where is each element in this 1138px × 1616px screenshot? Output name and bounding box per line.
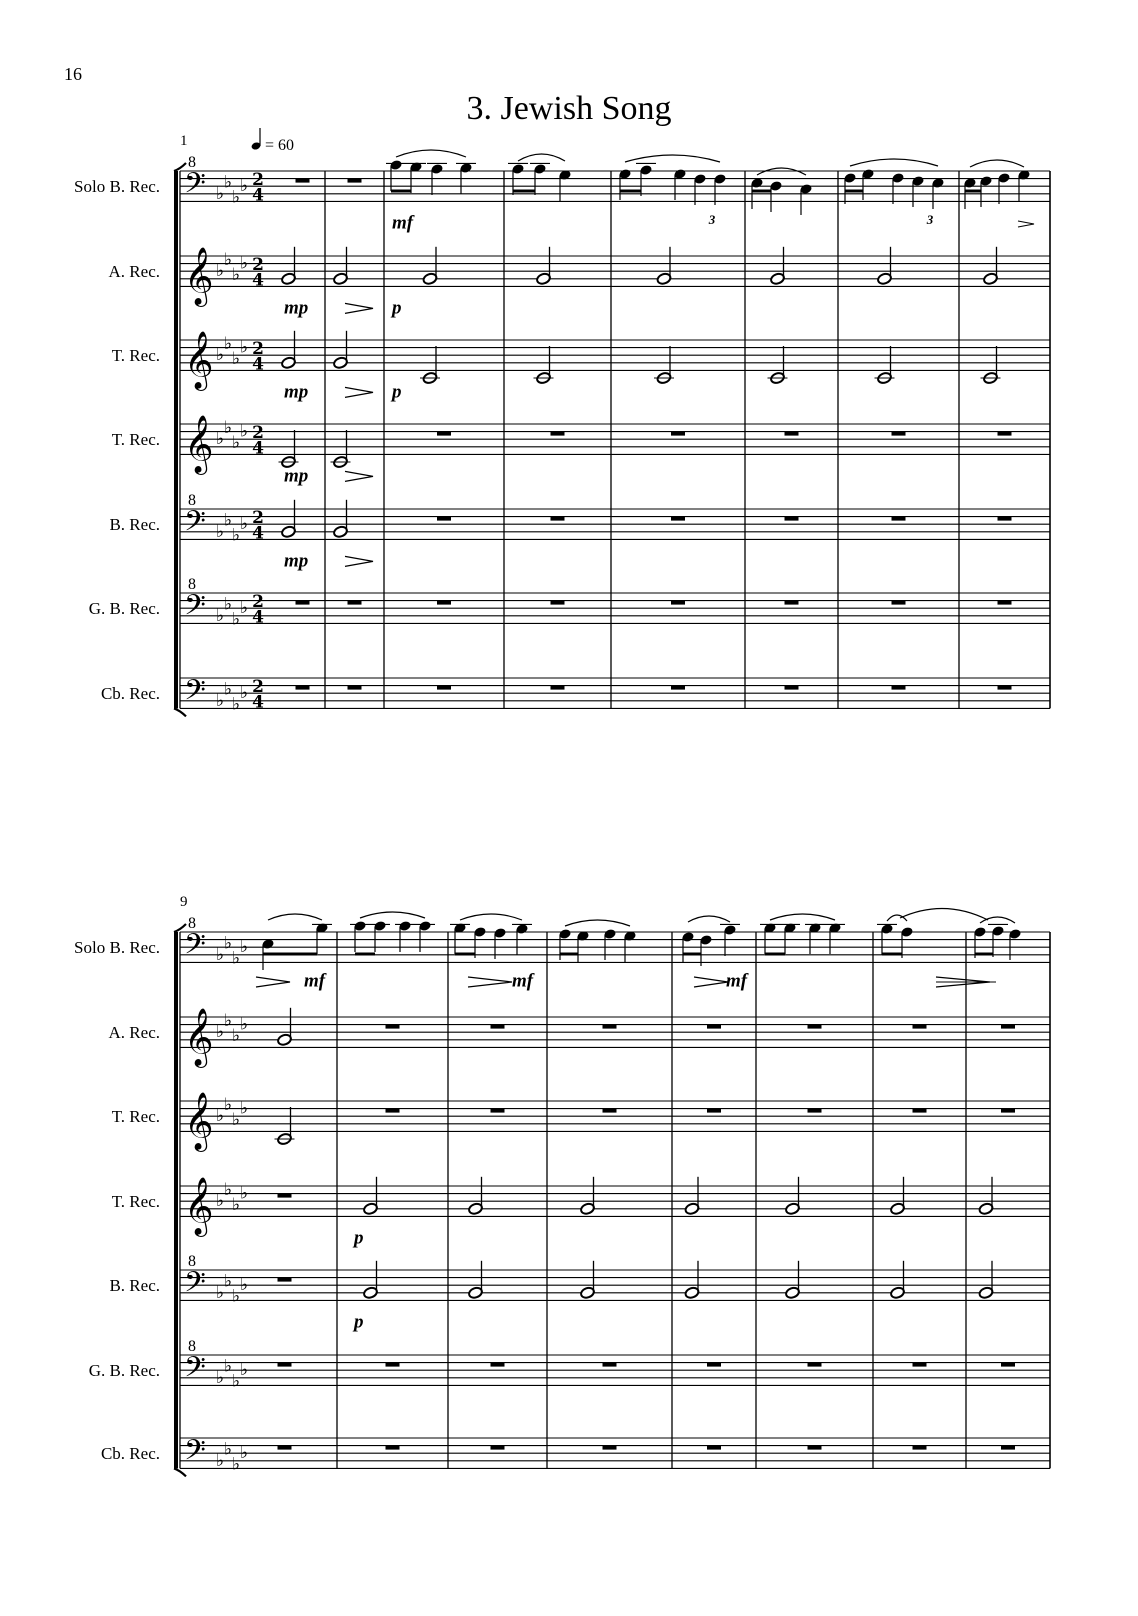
instrument-label: A. Rec. [108,262,160,282]
key-signature-flat: ♭ [216,1282,225,1303]
whole-rest [707,1446,721,1450]
time-signature-top: 2 [252,170,264,191]
whole-rest [551,601,565,605]
key-signature-flat: ♭ [240,1443,249,1464]
whole-rest [603,1446,617,1450]
bass-clef-icon: 𝄢 [184,504,206,545]
instrument-label: Cb. Rec. [100,684,160,704]
key-signature-flat: ♭ [240,337,249,358]
treble-clef-icon: 𝄞 [184,1007,214,1066]
slur [360,912,425,918]
slur [850,159,938,166]
time-signature-bottom: 4 [252,354,264,375]
instrument-label: B. Rec. [109,515,160,535]
key-signature-flat: ♭ [232,187,241,208]
key-signature-flat: ♭ [240,1098,249,1119]
bass-clef-icon: 𝄢 [184,1433,206,1474]
treble-clef-icon: 𝄞 [184,1176,214,1235]
whole-rest [296,601,310,605]
whole-rest [913,1025,927,1029]
measure-number: 1 [180,133,188,149]
instrument-label: T. Rec. [111,430,160,450]
whole-rest [278,1363,292,1367]
whole-rest [348,601,362,605]
key-signature-flat: ♭ [224,510,233,531]
dynamic-marking: p [392,297,402,319]
treble-clef-icon: 𝄞 [184,246,214,305]
measure-number: 9 [180,894,188,910]
slur [980,917,1015,923]
key-signature-flat: ♭ [216,1022,225,1043]
decrescendo-hairpin [694,977,728,987]
key-signature-flat: ♭ [232,1454,241,1475]
whole-rest [491,1109,505,1113]
whole-rest [386,1025,400,1029]
whole-rest [892,432,906,436]
key-signature-flat: ♭ [224,1010,233,1031]
treble-clef-icon: 𝄞 [184,1091,214,1150]
key-signature-flat: ♭ [240,421,249,442]
whole-rest [998,601,1012,605]
decrescendo-hairpin [345,471,373,481]
whole-rest [808,1446,822,1450]
key-signature-flat: ♭ [240,598,249,619]
key-signature-flat: ♭ [240,1183,249,1204]
whole-rest [785,601,799,605]
time-signature-bottom: 4 [252,270,264,291]
key-signature-flat: ♭ [232,433,241,453]
whole-rest [437,432,451,436]
whole-rest [707,1025,721,1029]
key-signature-flat: ♭ [232,1286,241,1307]
dynamic-marking: mp [284,550,309,572]
whole-rest [913,1363,927,1367]
whole-rest [808,1025,822,1029]
key-signature-flat: ♭ [232,609,241,630]
time-signature-top: 2 [252,423,264,444]
time-signature-bottom: 4 [252,185,264,206]
whole-rest [1001,1025,1015,1029]
whole-rest [998,517,1012,521]
time-signature-bottom: 4 [252,438,264,459]
whole-rest [278,1194,292,1198]
whole-rest [386,1446,400,1450]
octave-mark: 8 [188,576,196,593]
key-signature-flat: ♭ [232,265,241,285]
bass-clef-icon: 𝄢 [184,166,206,207]
whole-rest [671,686,685,690]
whole-rest [551,686,565,690]
key-signature-flat: ♭ [216,1450,225,1471]
time-signature-top: 2 [252,255,264,276]
dynamic-marking: mf [512,970,534,992]
octave-mark: 8 [188,1253,196,1270]
whole-rest [785,432,799,436]
key-signature-flat: ♭ [224,594,233,615]
instrument-label: Solo B. Rec. [74,938,160,958]
time-signature-bottom: 4 [252,692,264,713]
whole-rest [998,686,1012,690]
decrescendo-hairpin [345,303,373,313]
slur [396,150,466,157]
key-signature-flat: ♭ [216,690,225,711]
dynamic-marking: mp [284,465,309,487]
key-signature-flat: ♭ [224,249,233,270]
key-signature-flat: ♭ [216,429,225,450]
tuplet-number: 3 [708,212,716,227]
key-signature-flat: ♭ [224,1439,233,1460]
key-signature-flat: ♭ [216,261,225,282]
instrument-label: T. Rec. [111,346,160,366]
dynamic-marking: mf [304,970,326,992]
dynamic-marking: mf [392,212,414,234]
decrescendo-hairpin [345,556,373,566]
key-signature-flat: ♭ [224,1356,233,1377]
whole-rest [603,1025,617,1029]
page-number: 16 [64,64,82,84]
bass-clef-icon: 𝄢 [184,927,206,968]
decrescendo-hairpin [468,977,512,987]
decrescendo-hairpin [256,977,290,987]
key-signature-flat: ♭ [240,253,249,274]
treble-clef-icon: 𝄞 [184,330,214,389]
whole-rest [808,1109,822,1113]
instrument-label: B. Rec. [109,1276,160,1296]
whole-rest [437,686,451,690]
time-signature-top: 2 [252,508,264,529]
whole-rest [785,686,799,690]
dynamic-marking: mp [284,297,309,319]
whole-rest [278,1446,292,1450]
dynamic-marking: mf [726,970,748,992]
bass-clef-icon: 𝄢 [184,1265,206,1306]
key-signature-flat: ♭ [232,1371,241,1392]
whole-rest [1001,1363,1015,1367]
whole-rest [296,179,310,183]
key-signature-flat: ♭ [224,417,233,438]
bass-clef-icon: 𝄢 [184,1350,206,1391]
whole-rest [671,432,685,436]
key-signature-flat: ♭ [216,1106,225,1127]
bass-clef-icon: 𝄢 [184,588,206,629]
key-signature-flat: ♭ [240,1014,249,1035]
whole-rest [603,1363,617,1367]
key-signature-flat: ♭ [240,1275,249,1296]
dynamic-marking: p [392,381,402,403]
octave-mark: 8 [188,915,196,932]
whole-rest [603,1109,617,1113]
key-signature-flat: ♭ [224,1271,233,1292]
octave-mark: 8 [188,1338,196,1355]
key-signature-flat: ♭ [224,933,233,954]
key-signature-flat: ♭ [216,605,225,626]
key-signature-flat: ♭ [240,683,249,704]
key-signature-flat: ♭ [224,333,233,354]
whole-rest [808,1363,822,1367]
whole-rest [437,517,451,521]
slur [460,914,522,920]
whole-rest [913,1446,927,1450]
whole-rest [892,686,906,690]
instrument-label: T. Rec. [111,1192,160,1212]
whole-rest [348,179,362,183]
key-signature-flat: ♭ [232,525,241,546]
key-signature-flat: ♭ [240,514,249,535]
bass-clef-icon: 𝄢 [184,673,206,714]
instrument-label: Solo B. Rec. [74,177,160,197]
whole-rest [491,1025,505,1029]
whole-rest [491,1363,505,1367]
tempo-marking: = 60 [265,137,295,154]
whole-rest [348,686,362,690]
slur [565,920,630,926]
whole-rest [386,1109,400,1113]
slur [770,914,835,920]
whole-rest [671,601,685,605]
whole-rest [551,432,565,436]
whole-rest [296,686,310,690]
whole-rest [386,1363,400,1367]
decrescendo-hairpin [1018,221,1034,227]
key-signature-flat: ♭ [216,1191,225,1212]
piece-title: 3. Jewish Song [466,90,672,127]
key-signature-flat: ♭ [216,345,225,366]
whole-rest [913,1109,927,1113]
instrument-label: A. Rec. [108,1023,160,1043]
whole-rest [671,517,685,521]
whole-rest [278,1278,292,1282]
slur [268,914,322,920]
key-signature-flat: ♭ [232,349,241,369]
time-signature-top: 2 [252,592,264,613]
slur [518,154,565,161]
octave-mark: 8 [188,154,196,171]
dynamic-marking: p [354,1227,364,1249]
key-signature-flat: ♭ [224,1094,233,1115]
instrument-label: Cb. Rec. [100,1444,160,1464]
dynamic-marking: mp [284,381,309,403]
whole-rest [707,1109,721,1113]
key-signature-flat: ♭ [240,1360,249,1381]
time-signature-top: 2 [252,339,264,360]
instrument-label: T. Rec. [111,1107,160,1127]
key-signature-flat: ♭ [232,1195,241,1215]
whole-rest [1001,1109,1015,1113]
slur [970,160,1024,167]
dynamic-marking: p [354,1311,364,1333]
instrument-label: G. B. Rec. [88,1361,160,1381]
whole-rest [707,1363,721,1367]
time-signature-bottom: 4 [252,523,264,544]
key-signature-flat: ♭ [216,1367,225,1388]
key-signature-flat: ♭ [232,1026,241,1046]
key-signature-flat: ♭ [240,176,249,197]
whole-rest [998,432,1012,436]
time-signature-bottom: 4 [252,607,264,628]
key-signature-flat: ♭ [224,1179,233,1200]
treble-clef-icon: 𝄞 [184,414,214,473]
slur [625,155,720,162]
key-signature-flat: ♭ [232,948,241,969]
whole-rest [551,517,565,521]
key-signature-flat: ♭ [224,172,233,193]
decrescendo-hairpin [345,387,373,397]
key-signature-flat: ♭ [224,679,233,700]
key-signature-flat: ♭ [240,937,249,958]
whole-rest [1001,1446,1015,1450]
instrument-label: G. B. Rec. [88,599,160,619]
key-signature-flat: ♭ [216,521,225,542]
whole-rest [785,517,799,521]
key-signature-flat: ♭ [216,183,225,204]
whole-rest [892,601,906,605]
octave-mark: 8 [188,492,196,509]
key-signature-flat: ♭ [216,944,225,965]
whole-rest [892,517,906,521]
slur [900,908,988,920]
whole-rest [437,601,451,605]
slur [688,916,730,922]
key-signature-flat: ♭ [232,1110,241,1130]
whole-rest [491,1446,505,1450]
tuplet-number: 3 [926,212,934,227]
key-signature-flat: ♭ [232,694,241,715]
time-signature-top: 2 [252,677,264,698]
